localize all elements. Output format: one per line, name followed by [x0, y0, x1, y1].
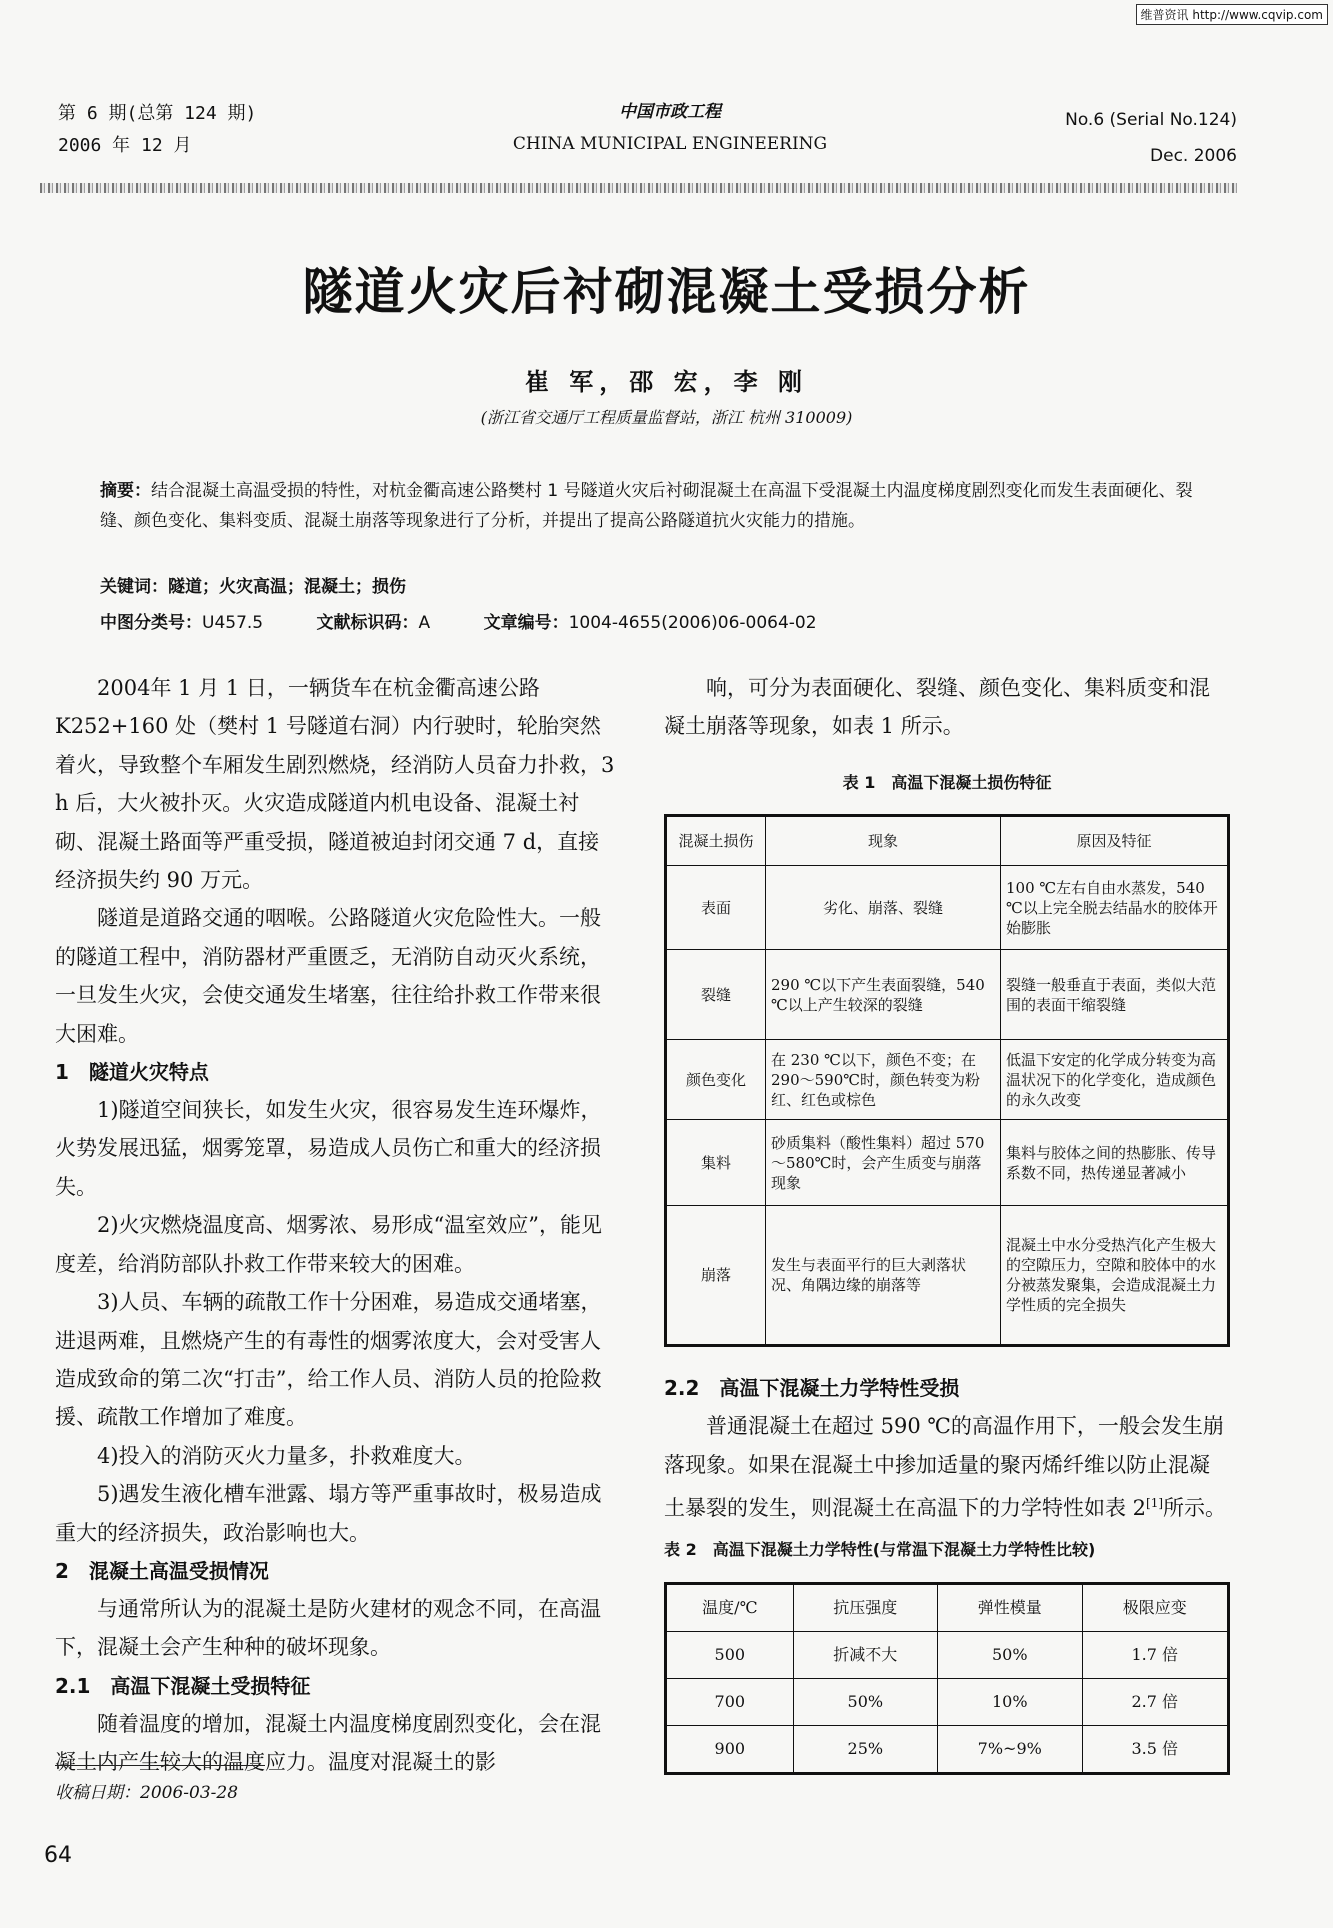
- abstract: [100, 476, 1210, 536]
- table-cell: 50%: [937, 1631, 1082, 1678]
- header-rule: [40, 183, 1237, 193]
- paper-title: 隧道火灾后衬砌混凝土受损分析: [302, 263, 1031, 321]
- citation-ref: [1]: [1146, 1496, 1164, 1511]
- section-heading-1: 1 隧道火灾特点: [55, 1060, 209, 1085]
- table-cell: 700: [666, 1678, 794, 1725]
- list-item: 4)投入的消防灭火力量多，扑救难度大。: [97, 1443, 476, 1468]
- paragraph-text: 所示。: [1163, 1496, 1227, 1521]
- table-header-cell: 温度/℃: [666, 1583, 794, 1631]
- list-item: 3)人员、车辆的疏散工作十分困难，易造成交通堵塞，进退两难，且燃烧产生的有毒性的烟雾浓度大，会对受害人造成致命的第二次“打击”，给工作人员、消防人员的抢险救援、疏散工作增加了难度。: [55, 1290, 602, 1430]
- header-left: [58, 98, 256, 162]
- list-item: 2)火灾燃烧温度高、烟雾浓、易形成“温室效应”，能见度差，给消防部队扑救工作带来较大的困难。: [55, 1213, 603, 1276]
- list-item: 5)遇发生液化槽车泄露、塌方等严重事故时，极易造成重大的经济损失，政治影响也大。: [55, 1482, 602, 1545]
- clc-value: U457.5: [202, 613, 264, 633]
- paragraph: 2004年 1 月 1 日，一辆货车在杭金衢高速公路K252+160 处（樊村 1 号隧道右洞）内行驶时，轮胎突然着火，导致整个车厢发生剧烈燃烧，经消防人员奋力扑救，3 h 后，大火被扑灭。火灾造成隧道内机电设备、混凝土衬砌、混凝土路面等严重受损，隧道被迫封闭交通 7 d，直接经济损失约 90 万元。: [55, 676, 615, 893]
- header-center: [450, 96, 890, 160]
- table-header-cell: 抗压强度: [793, 1583, 937, 1631]
- table-header-row: [666, 816, 1229, 866]
- section-heading-2-2: 2.2 高温下混凝土力学特性受损: [664, 1376, 960, 1401]
- issue-cn: 第 6 期(总第 124 期): [58, 103, 257, 124]
- abstract-text: 结合混凝土高温受损的特性，对杭金衢高速公路樊村 1 号隧道火灾后衬砌混凝土在高温下受混凝土内温度梯度剧烈变化而发生表面硬化、裂缝、颜色变化、集料变质、混凝土崩落等现象进行了分析，并提出了提高公路隧道抗火灾能力的措施。: [100, 481, 1193, 531]
- table-cell: 500: [666, 1631, 794, 1678]
- list-item: 1)隧道空间狭长，如发生火灾，很容易发生连环爆炸，火势发展迅猛，烟雾笼罩，易造成人员伤亡和重大的经济损失。: [55, 1098, 602, 1199]
- date-en: Dec. 2006: [1150, 146, 1237, 166]
- table-header-cell: 原因及特征: [1001, 816, 1229, 866]
- table-cell: 100 ℃左右自由水蒸发，540 ℃以上完全脱去结晶水的胶体开始膨胀: [1001, 866, 1229, 950]
- classification-line: [100, 608, 865, 633]
- paragraph-text: 普通混凝土在超过 590 ℃的高温作用下，一般会发生崩落现象。如果在混凝土中掺加适量的聚丙烯纤维以防止混凝土暴裂的发生，则混凝土在高温下的力学特性如表 2: [664, 1414, 1224, 1521]
- table-row: [666, 1120, 1229, 1206]
- table-row: [666, 950, 1229, 1040]
- table-cell: 劣化、崩落、裂缝: [766, 866, 1001, 950]
- table-row: [666, 1206, 1229, 1346]
- table-row: [666, 1631, 1229, 1678]
- paragraph: 隧道是道路交通的咽喉。公路隧道火灾危险性大。一般的隧道工程中，消防器材严重匮乏，无消防自动灭火系统，一旦发生火灾，会使交通发生堵塞，往往给扑救工作带来很大困难。: [55, 906, 601, 1046]
- table1: [664, 814, 1230, 1347]
- table-header-cell: 混凝土损伤: [666, 816, 766, 866]
- article-no-value: 1004-4655(2006)06-0064-02: [568, 613, 817, 633]
- table-row: [666, 866, 1229, 950]
- received-date-footnote: 收稿日期：2006-03-28: [55, 1783, 239, 1803]
- left-column: [55, 669, 615, 1782]
- table-cell: 裂缝: [666, 950, 766, 1040]
- table1-caption: 表 1 高温下混凝土损伤特征: [842, 772, 1052, 792]
- page-number: 64: [44, 1843, 72, 1868]
- table-cell: 低温下安定的化学成分转变为高温状况下的化学变化，造成颜色的永久改变: [1001, 1040, 1229, 1120]
- table-cell: 2.7 倍: [1082, 1678, 1228, 1725]
- abstract-label: 摘要：: [100, 481, 151, 501]
- table-row: [666, 1725, 1229, 1773]
- table2-caption: 表 2 高温下混凝土力学特性(与常温下混凝土力学特性比较): [664, 1540, 1096, 1560]
- table-cell: 25%: [793, 1725, 937, 1773]
- table-cell: 3.5 倍: [1082, 1725, 1228, 1773]
- table-cell: 10%: [937, 1678, 1082, 1725]
- issue-en: No.6 (Serial No.124): [1065, 110, 1237, 130]
- paragraph: [664, 1407, 1230, 1527]
- paragraph: 与通常所认为的混凝土是防火建材的观念不同，在高温下，混凝土会产生种种的破坏现象。: [55, 1596, 601, 1660]
- table-cell: 折减不大: [793, 1631, 937, 1678]
- table-cell: 发生与表面平行的巨大剥落状况、角隅边缘的崩落等: [766, 1206, 1001, 1346]
- table-cell: 集料: [666, 1120, 766, 1206]
- table-cell: 裂缝一般垂直于表面，类似大范围的表面干缩裂缝: [1001, 950, 1229, 1040]
- date-cn: 2006 年 12 月: [58, 135, 192, 156]
- table-row: [666, 1040, 1229, 1120]
- table-cell: 7%~9%: [937, 1725, 1082, 1773]
- table-cell: 集料与胶体之间的热膨胀、传导系数不同，热传递显著减小: [1001, 1120, 1229, 1206]
- table-cell: 表面: [666, 866, 766, 950]
- keywords-text: 隧道；火灾高温；混凝土；损伤: [168, 577, 406, 597]
- journal-cn: 中国市政工程: [619, 102, 721, 122]
- paragraph: 随着温度的增加，混凝土内温度梯度剧烈变化，会在混凝土内产生较大的温度应力。温度对混凝土的影: [55, 1711, 601, 1775]
- article-no-label: 文章编号：: [483, 613, 569, 633]
- table-header-cell: 极限应变: [1082, 1583, 1228, 1631]
- table-cell: 在 230 ℃以下，颜色不变；在 290～590℃时，颜色转变为粉红、红色或棕色: [766, 1040, 1001, 1120]
- source-banner: 维普资讯 http://www.cqvip.com: [1136, 4, 1328, 25]
- footnote-rule: [55, 1765, 265, 1766]
- doc-code-value: A: [418, 613, 431, 633]
- affiliation: (浙江省交通厅工程质量监督站，浙江 杭州 310009): [480, 408, 853, 427]
- table-cell: 900: [666, 1725, 794, 1773]
- table-cell: 砂质集料（酸性集料）超过 570～580℃时，会产生质变与崩落现象: [766, 1120, 1001, 1206]
- keywords-label: 关键词：: [100, 577, 168, 597]
- clc-label: 中图分类号：: [100, 613, 202, 633]
- table-header-row: [666, 1583, 1229, 1631]
- journal-en: CHINA MUNICIPAL ENGINEERING: [512, 134, 828, 154]
- paragraph: 响，可分为表面硬化、裂缝、颜色变化、集料质变和混凝土崩落等现象，如表 1 所示。: [664, 676, 1210, 739]
- table-cell: 50%: [793, 1678, 937, 1725]
- table-cell: 崩落: [666, 1206, 766, 1346]
- doc-code-label: 文献标识码：: [316, 613, 419, 633]
- header-right: [1065, 102, 1237, 174]
- authors: 崔 军，邵 宏，李 刚: [524, 368, 809, 396]
- keywords: [100, 572, 406, 597]
- table-cell: 颜色变化: [666, 1040, 766, 1120]
- table-cell: 1.7 倍: [1082, 1631, 1228, 1678]
- table-cell: 混凝土中水分受热汽化产生极大的空隙压力，空隙和胶体中的水分被蒸发聚集，会造成混凝土力学性质的完全损失: [1001, 1206, 1229, 1346]
- section-heading-2-1: 2.1 高温下混凝土受损特征: [55, 1673, 311, 1698]
- section-heading-2: 2 混凝土高温受损情况: [55, 1558, 269, 1583]
- table-header-cell: 现象: [766, 816, 1001, 866]
- table-cell: 290 ℃以下产生表面裂缝，540 ℃以上产生较深的裂缝: [766, 950, 1001, 1040]
- table-header-cell: 弹性模量: [937, 1583, 1082, 1631]
- right-column: [664, 669, 1230, 1775]
- table-row: [666, 1678, 1229, 1725]
- table2: [664, 1582, 1230, 1775]
